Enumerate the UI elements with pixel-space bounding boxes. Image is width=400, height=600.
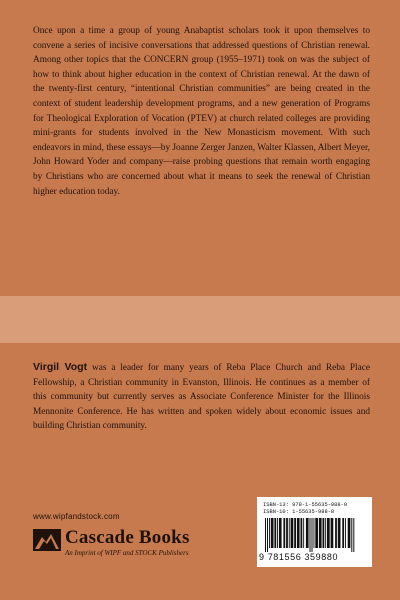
author-name: Virgil Vogt <box>33 361 88 373</box>
barcode-bars <box>265 518 367 552</box>
barcode-stripe <box>315 518 318 548</box>
barcode-stripe <box>269 518 270 548</box>
barcode-stripe <box>306 518 309 548</box>
divider-band <box>0 296 400 343</box>
barcode-stripe <box>327 518 330 548</box>
barcode-stripe <box>294 518 296 548</box>
barcode-stripe <box>335 518 337 548</box>
barcode-stripe <box>289 518 290 548</box>
publisher-tagline: An Imprint of WIPF and STOCK Publishers <box>65 549 189 557</box>
isbn-13: ISBN-13: 978-1-55635-988-0 <box>263 502 348 508</box>
publisher-logo <box>33 527 253 569</box>
author-bio <box>33 360 370 434</box>
isbn-10: ISBN-10: 1-55635-988-8 <box>263 509 335 515</box>
barcode-stripe <box>274 518 276 548</box>
barcode-stripe <box>348 518 351 548</box>
barcode-stripe <box>314 518 315 548</box>
barcode-stripe <box>342 518 344 548</box>
barcode-stripe <box>345 518 346 548</box>
barcode-stripe <box>351 518 352 552</box>
barcode-stripe <box>312 518 313 552</box>
barcode-stripe <box>283 518 285 548</box>
barcode-stripe <box>267 518 268 552</box>
barcode-digits: 9 781556 359880 <box>259 552 339 562</box>
barcode-stripe <box>353 518 354 552</box>
barcode-stripe <box>303 518 304 548</box>
author-bio-text: was a leader for many years of Reba Place Church and Reba Place Fellowship, a Christian community in Evanston, Illinois. He continues as a member of this community but currently serves as Associate Conference Minister for the Illinois Mennonite Conference. He has written and spoken widely about economic issues and building Christian community. <box>33 363 370 432</box>
barcode-stripe <box>310 518 311 552</box>
barcode-stripe <box>297 518 300 548</box>
barcode-stripe <box>319 518 322 548</box>
publisher-website[interactable]: www.wipfandstock.com <box>33 512 120 521</box>
barcode-stripe <box>338 518 341 548</box>
barcode-stripe <box>291 518 294 548</box>
barcode-stripe <box>277 518 278 548</box>
barcode-stripe <box>301 518 303 548</box>
barcode-stripe <box>286 518 288 548</box>
publisher-name: Cascade Books <box>65 527 190 548</box>
barcode-stripe <box>265 518 266 552</box>
barcode-stripe <box>325 518 326 548</box>
barcode-stripe <box>271 518 274 548</box>
mountain-logo-icon <box>33 529 61 551</box>
barcode-stripe <box>331 518 334 548</box>
barcode-stripe <box>279 518 282 548</box>
book-blurb: Once upon a time a group of young Anabaptist scholars took it upon themselves to convene a series of incisive conversations that addressed questions of Christian renewal. Among other topics that the CONCERN group (1955–1971) took on was the subject of how to think about higher education in the context of Christian renewal. At the dawn of the twenty-first century, “intentional Christian communities” are being created in the context of student leadership development programs, and a new generation of Programs for Theological Exploration of Vocation (PTEV) at church related colleges are providing mini-grants for students involved in the New Monasticism movement. With such endeavors in mind, these essays—by Joanne Zerger Janzen, Walter Klassen, Albert Meyer, John Howard Yoder and company—raise probing questions that remain worth engaging by Christians who are concerned about what it means to seek the renewal of Christian higher education today. <box>33 26 370 197</box>
isbn-barcode <box>257 497 372 567</box>
barcode-stripe <box>323 518 325 548</box>
